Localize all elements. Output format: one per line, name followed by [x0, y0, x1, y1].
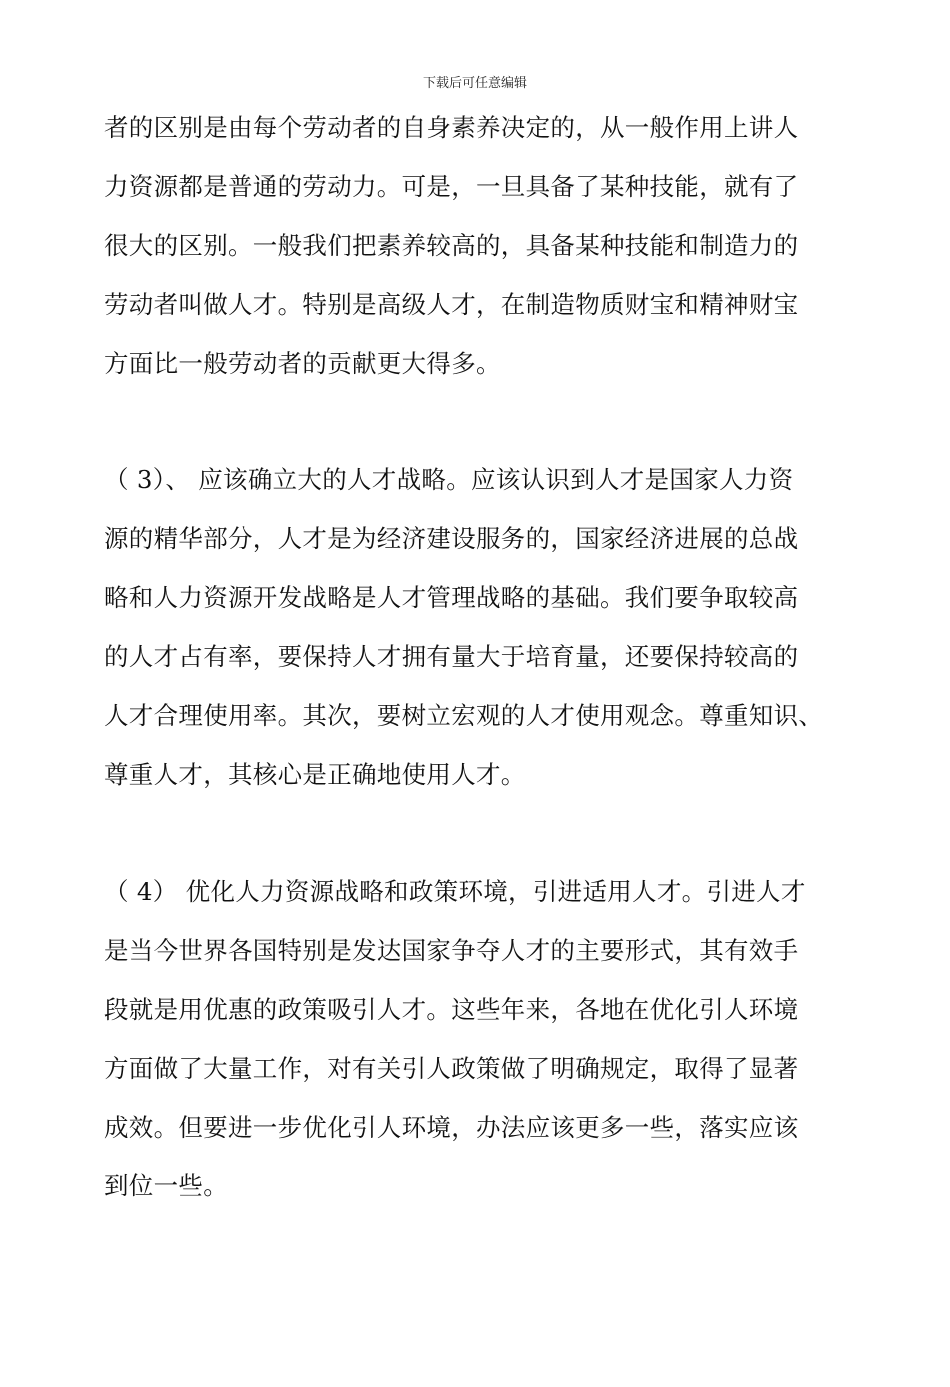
- text-line: 成效。但要进一步优化引人环境，办法应该更多一些，落实应该: [104, 1113, 799, 1142]
- text-line: 尊重人才，其核心是正确地使用人才。: [104, 760, 526, 789]
- text-line: （ 4） 优化人力资源战略和政策环境，引进适用人才。引进人才: [104, 877, 806, 906]
- text-line: 略和人力资源开发战略是人才管理战略的基础。我们要争取较高: [104, 583, 799, 612]
- text-line: 是当今世界各国特别是发达国家争夺人才的主要形式，其有效手: [104, 936, 799, 965]
- text-line: 者的区别是由每个劳动者的自身素养决定的，从一般作用上讲人: [104, 113, 799, 142]
- text-line: 段就是用优惠的政策吸引人才。这些年来，各地在优化引人环境: [104, 995, 799, 1024]
- page-header: 下载后可任意编辑: [422, 76, 527, 91]
- text-line: 劳动者叫做人才。特别是高级人才，在制造物质财宝和精神财宝: [104, 290, 799, 319]
- text-line: 很大的区别。一般我们把素养较高的，具备某种技能和制造力的: [104, 231, 799, 260]
- text-line: （ 3）、 应该确立大的人才战略。应该认识到人才是国家人力资: [104, 465, 794, 494]
- text-line: 方面比一般劳动者的贡献更大得多。: [104, 349, 501, 378]
- text-line: 到位一些。: [104, 1171, 228, 1200]
- text-line: 的人才占有率，要保持人才拥有量大于培育量，还要保持较高的: [104, 642, 799, 671]
- text-line: 方面做了大量工作，对有关引人政策做了明确规定，取得了显著: [104, 1054, 799, 1083]
- text-line: 人才合理使用率。其次，要树立宏观的人才使用观念。尊重知识、: [104, 701, 824, 730]
- text-line: 源的精华部分，人才是为经济建设服务的，国家经济进展的总战: [104, 524, 799, 553]
- text-line: 力资源都是普通的劳动力。可是，一旦具备了某种技能，就有了: [104, 172, 799, 201]
